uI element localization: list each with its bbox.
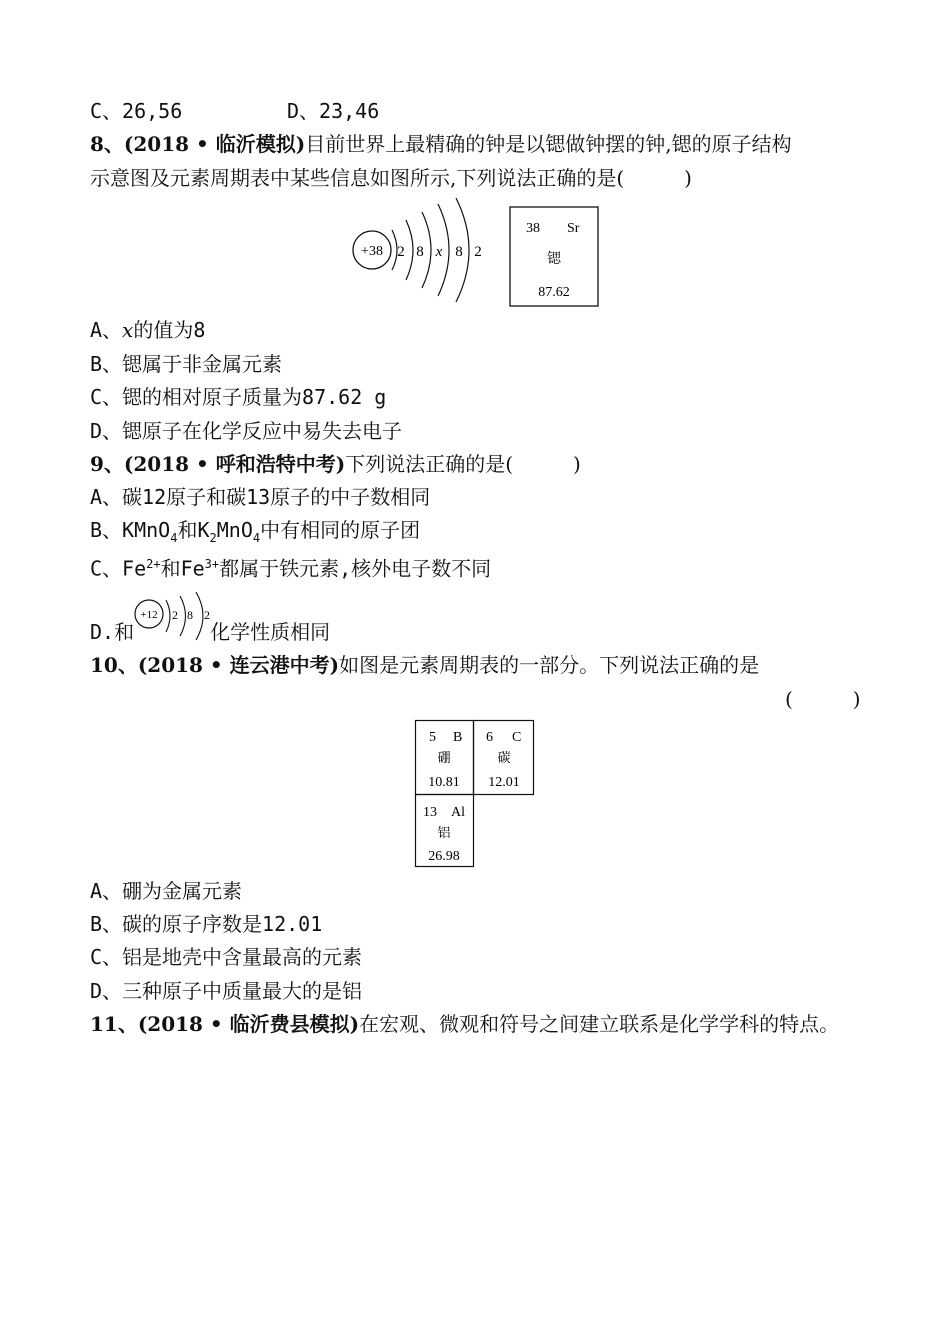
q11-stem-text: 在宏观、微观和符号之间建立联系是化学学科的特点。	[359, 1012, 840, 1036]
q8-stem-text1: 目前世界上最精确的钟是以锶做钟摆的钟,锶的原子结构	[305, 132, 792, 156]
q8-option-c: C、锶的相对原子质量为87.62 g	[90, 385, 387, 409]
sr-shell-arc-2	[406, 220, 413, 280]
q9-option-b-part3: MnO	[216, 518, 253, 542]
boron-number: 5	[429, 730, 436, 745]
q9-stem-text: 下列说法正确的是( )	[345, 452, 581, 476]
q11-number: 11、	[90, 1012, 138, 1036]
mg-shell-2-count: 8	[187, 608, 193, 622]
sr-name: 锶	[547, 251, 561, 267]
sr-shell-3-count: x	[435, 244, 443, 260]
q11-source: (2018 • 临沂费县模拟)	[137, 1012, 360, 1036]
q10-option-d: D、三种原子中质量最大的是铝	[90, 979, 363, 1003]
q8-option-d: D、锶原子在化学反应中易失去电子	[90, 419, 403, 443]
q9-option-d-text: 化学性质相同	[210, 620, 331, 644]
mg-nucleus-charge: +12	[140, 609, 158, 621]
q8-number: 8、	[90, 132, 124, 156]
q8-option-a	[90, 316, 205, 344]
boron-symbol: B	[453, 730, 463, 745]
q9-option-c-sup2: 3+	[204, 557, 220, 571]
aluminum-symbol: Al	[451, 805, 465, 820]
q8-stem-line2: 示意图及元素周期表中某些信息如图所示,下列说法正确的是( )	[90, 166, 692, 190]
q9-option-b-part2: 和K	[177, 518, 210, 542]
sr-shell-1-count: 2	[397, 244, 405, 260]
q9-option-b-sub1: 4	[170, 531, 178, 545]
sr-atomic-mass: 87.62	[538, 285, 570, 300]
q8-option-a-text: 的值为8	[133, 318, 206, 342]
q8-source: (2018 • 临沂模拟)	[123, 132, 306, 156]
sr-nucleus-charge: +38	[361, 244, 383, 259]
sr-atomic-number: 38	[526, 221, 540, 236]
boron-name: 硼	[437, 751, 451, 766]
mg-shell-arc-1	[166, 600, 170, 632]
mg-shell-3-count: 2	[204, 608, 210, 622]
q10-option-c: C、铝是地壳中含量最高的元素	[90, 945, 363, 969]
sr-shell-5-count: 2	[474, 244, 482, 260]
q7-options	[90, 97, 380, 125]
mg-shell-arc-2	[180, 596, 186, 636]
q7-option-d: D、23,46	[287, 99, 380, 123]
q9-option-a: A、碳12原子和碳13原子的中子数相同	[90, 485, 431, 509]
strontium-element-cell	[509, 206, 600, 308]
sr-shell-2-count: 8	[416, 244, 424, 260]
q9-number: 9、	[90, 452, 124, 476]
q8-stem-line1	[90, 130, 792, 158]
q10-stem-text: 如图是元素周期表的一部分。下列说法正确的是	[339, 653, 760, 677]
q10-answer-paren: ( )	[785, 687, 861, 711]
q10-option-a: A、硼为金属元素	[90, 879, 243, 903]
q9-option-d-prefix: D.和	[90, 620, 135, 644]
q9-option-c	[90, 550, 491, 583]
q9-option-c-part3: 都属于铁元素,核外电子数不同	[219, 556, 492, 581]
sr-shell-arc-1	[392, 230, 397, 270]
q9-option-b-sub3: 4	[252, 531, 261, 545]
q9-stem	[90, 450, 581, 478]
q10-number: 10、	[90, 653, 138, 677]
mg-shell-1-count: 2	[172, 608, 178, 622]
boron-mass: 10.81	[428, 775, 460, 790]
sr-symbol: Sr	[567, 221, 580, 236]
q7-option-c: C、26,56	[90, 99, 183, 123]
q9-source: (2018 • 呼和浩特中考)	[123, 452, 346, 476]
q8-option-b: B、锶属于非金属元素	[90, 352, 283, 376]
sr-shell-4-count: 8	[455, 244, 463, 260]
q9-option-c-part2: 和Fe	[160, 556, 205, 581]
q11-stem	[90, 1010, 839, 1038]
q8-option-a-var: x	[122, 318, 134, 342]
carbon-name: 碳	[497, 751, 511, 766]
q9-option-b-part4: 中有相同的原子团	[260, 518, 421, 542]
q10-stem	[90, 651, 759, 679]
carbon-mass: 12.01	[488, 775, 520, 790]
q9-option-c-part1: C、Fe	[90, 556, 147, 581]
carbon-symbol: C	[512, 730, 522, 745]
q9-option-b-sub2: 2	[209, 531, 217, 545]
q10-source: (2018 • 连云港中考)	[137, 653, 340, 677]
q9-option-c-sup1: 2+	[146, 557, 161, 571]
carbon-number: 6	[486, 730, 493, 745]
q9-option-b-part1: B、KMnO	[90, 518, 171, 542]
magnesium-atom-diagram	[132, 592, 216, 646]
periodic-table-fragment	[414, 719, 536, 869]
mg-shell-arc-3	[196, 592, 203, 640]
aluminum-number: 13	[423, 805, 437, 820]
aluminum-name: 铝	[437, 826, 451, 841]
strontium-atom-diagram	[346, 198, 496, 306]
q10-option-b: B、碳的原子序数是12.01	[90, 912, 323, 936]
aluminum-mass: 26.98	[428, 849, 460, 864]
q9-option-b	[90, 516, 420, 552]
q8-option-a-prefix: A、	[90, 318, 123, 342]
